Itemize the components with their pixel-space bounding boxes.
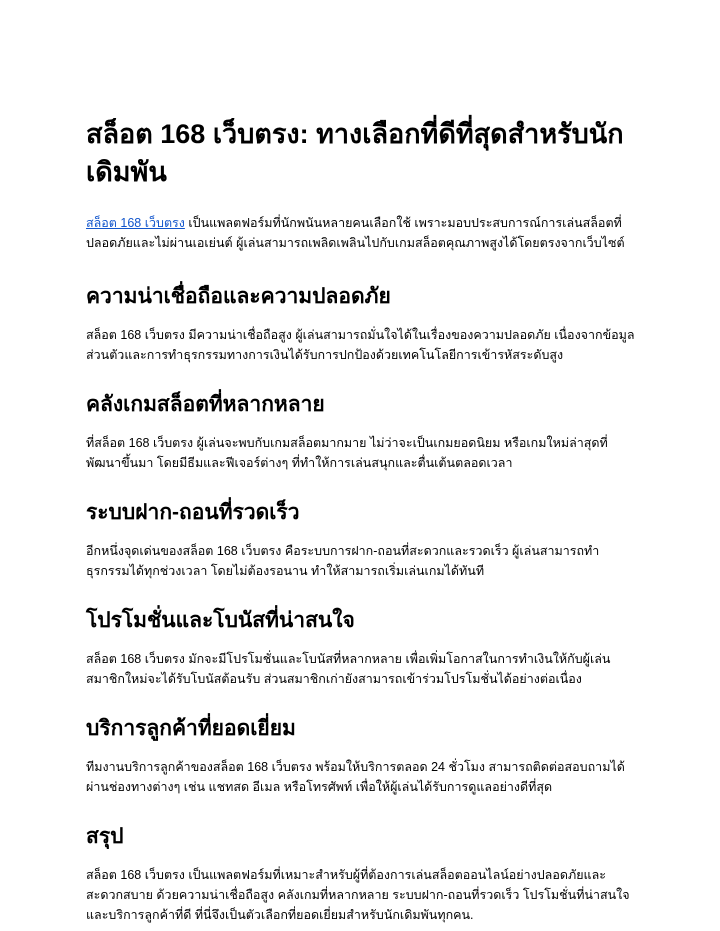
section-body-games: ที่สล็อต 168 เว็บตรง ผู้เล่นจะพบกับเกมสล็อตมากมาย ไม่ว่าจะเป็นเกมยอดนิยม หรือเกมใหม่ล่าสุดที่พัฒนาขึ้นมา โดยมีธีมและฟีเจอร์ต่างๆ ที่ทำให้การเล่นสนุกและตื่นเต้นตลอดเวลา: [86, 436, 608, 470]
section-heading-summary: สรุป: [86, 825, 124, 848]
intro-link[interactable]: สล็อต 168 เว็บตรง: [86, 216, 185, 230]
intro-text: เป็นแพลตฟอร์มที่นักพนันหลายคนเลือกใช้ เพราะมอบประสบการณ์การเล่นสล็อตที่ปลอดภัยและไม่ผ่านเอเย่นต์ ผู้เล่นสามารถเพลิดเพลินไปกับเกมสล็อตคุณภาพสูงได้โดยตรงจากเว็บไซต์: [86, 216, 625, 250]
section-heading-deposit: ระบบฝาก-ถอนที่รวดเร็ว: [86, 501, 300, 524]
section-body-support: ทีมงานบริการลูกค้าของสล็อต 168 เว็บตรง พร้อมให้บริการตลอด 24 ชั่วโมง สามารถติดต่อสอบถามได้ผ่านช่องทางต่างๆ เช่น แชทสด อีเมล หรือโทรศัพท์ เพื่อให้ผู้เล่นได้รับการดูแลอย่างดีที่สุด: [86, 760, 625, 794]
section-body-promotions: สล็อต 168 เว็บตรง มักจะมีโปรโมชั่นและโบนัสที่หลากหลาย เพื่อเพิ่มโอกาสในการทำเงินให้กับผู้เล่นสมาชิกใหม่จะได้รับโบนัสต้อนรับ ส่วนสมาชิกเก่ายังสามารถเข้าร่วมโปรโมชั่นได้อย่างต่อเนื่อง: [86, 652, 611, 686]
section-heading-trust: ความน่าเชื่อถือและความปลอดภัย: [86, 285, 391, 308]
page-title: สล็อต 168 เว็บตรง: ทางเลือกที่ดีที่สุดสำหรับนักเดิมพัน: [86, 119, 624, 187]
section-body-trust: สล็อต 168 เว็บตรง มีความน่าเชื่อถือสูง ผู้เล่นสามารถมั่นใจได้ในเรื่องของความปลอดภัย เนื่องจากข้อมูลส่วนตัวและการทำธุรกรรมทางการเงินได้รับการปกป้องด้วยเทคโนโลยีการเข้ารหัสระดับสูง: [86, 328, 635, 362]
section-body-summary: สล็อต 168 เว็บตรง เป็นแพลตฟอร์มที่เหมาะสำหรับผู้ที่ต้องการเล่นสล็อตออนไลน์อย่างปลอดภัยและสะดวกสบาย ด้วยความน่าเชื่อถือสูง คลังเกมที่หลากหลาย ระบบฝาก-ถอนที่รวดเร็ว โปรโมชั่นที่น่าสนใจ และบริการลูกค้าที่ดี ที่นี่จึงเป็นตัวเลือกที่ยอดเยี่ยมสำหรับนักเดิมพันทุกคน.: [86, 868, 630, 922]
section-heading-promotions: โปรโมชั่นและโบนัสที่น่าสนใจ: [86, 609, 355, 632]
section-heading-support: บริการลูกค้าที่ยอดเยี่ยม: [86, 717, 296, 740]
intro-paragraph: [86, 213, 640, 253]
section-body-deposit: อีกหนึ่งจุดเด่นของสล็อต 168 เว็บตรง คือระบบการฝาก-ถอนที่สะดวกและรวดเร็ว ผู้เล่นสามารถทำธุรกรรมได้ทุกช่วงเวลา โดยไม่ต้องรอนาน ทำให้สามารถเริ่มเล่นเกมได้ทันที: [86, 544, 600, 578]
section-heading-games: คลังเกมสล็อตที่หลากหลาย: [86, 393, 325, 416]
